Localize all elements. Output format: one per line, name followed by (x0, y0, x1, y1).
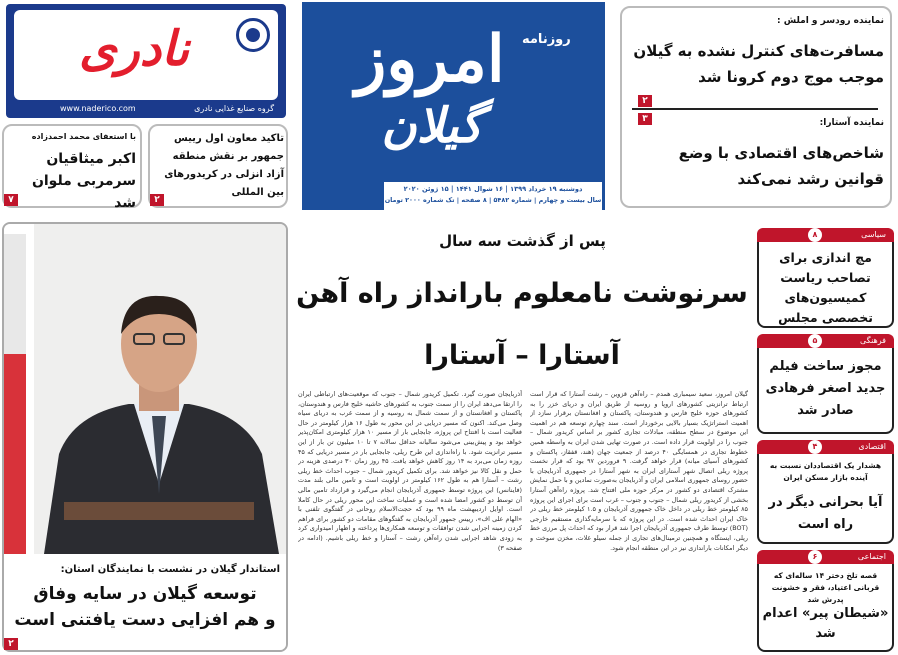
masthead-small-label: روزنامه (522, 32, 571, 47)
article-column-right (530, 390, 748, 652)
ad-brand: نادری (78, 21, 190, 77)
page-badge: ۶ (808, 550, 822, 564)
ad-seal-icon (236, 18, 270, 52)
page-badge: ۲ (4, 638, 18, 650)
ad-logo-card (14, 10, 278, 100)
photo-caption-headline-1[interactable]: توسعه گیلان در سایه وفاق (33, 584, 257, 604)
photo-caption-headline-2[interactable]: و هم افزایی دست یافتنی است (14, 610, 276, 630)
masthead-date: دوشنبه ۱۹ خرداد ۱۳۹۹ | ۱۶ شوال ۱۴۴۱ | ۱۵ ژوئن ۲۰۲۰ (403, 185, 583, 193)
sidebar-category: اقتصادی (757, 440, 894, 454)
top-right-headline-1[interactable]: مسافرت‌های کنترل نشده به گیلان موجب موج دوم کرونا شد (633, 42, 884, 86)
page-badge: ۸ (808, 228, 822, 242)
sidebar-headline[interactable]: مجوز ساخت فیلم جدید اصغر فرهادی صادر شد (765, 359, 886, 418)
mid-box-1-kicker: با استعفای محمد احمدزاده (31, 132, 136, 141)
sidebar-category: اجتماعی (757, 550, 894, 564)
masthead-issue: سال بیست و چهارم | شماره ۵۴۸۲ | ۸ صفحه | تک شماره ۲۰۰۰ تومان (384, 196, 602, 204)
mid-box-2-headline[interactable]: تاکید معاون اول رییس جمهور بر نقش منطقه آزاد انزلی در کریدورهای بین المللی (164, 133, 284, 198)
official-portrait (34, 284, 284, 554)
top-right-kicker-2: نماینده آستارا: (819, 118, 884, 128)
main-kicker: پس از گذشت سه سال (439, 232, 606, 250)
ad-url: www.naderico.com (60, 104, 136, 113)
mid-box-1-headline[interactable]: اکبر میثاقیان سرمربی ملوان شد (31, 151, 136, 211)
masthead-title-gilan: گیلان (381, 98, 483, 154)
flag (4, 224, 34, 554)
page-badge: ۲ (638, 95, 652, 107)
photo-caption-kicker: استاندار گیلان در نشست با نمایندگان استان: (60, 564, 280, 575)
main-headline-1[interactable]: سرنوشت نامعلوم بارانداز راه آهن (296, 278, 748, 309)
sidebar-headline[interactable]: «شیطان پیر» اعدام شد (762, 606, 889, 641)
sidebar-headline[interactable]: مچ اندازی برای تصاحب ریاست کمیسیون‌های تخصصی مجلس (778, 250, 873, 325)
sidebar-kicker: هشدار یک اقتصاددان نسبت به آینده بازار مسکن ایران (769, 461, 882, 482)
article-text: آذربایجان صورت گیرد. تکمیل کریدور شمال – جنوب که موقعیت‌های ارتباطی ایران را ارتقا می‌دهد ایران را از سمت جنوب به کشورهای حاشیه خلیج فارس و هندوستان، پاکستان و افغانستان و از سمت شمال به روسیه و از سمت غرب به دریای سیاه وصل می‌کند. اکنون که مسیر دریایی در این محور به طول ۱۶ هزار کیلومتر در حال فعالیت است با افتتاح این پروژه، جابجایی بار از مسیر ۱۰ هزار کیلومتری امکان‌پذیر خواهد بود و پیش‌بینی می‌شود سالیانه حداقل سالانه ۷ تا ۱۰ میلیون تن بار از این مسیر ترانزیت شود. با راه‌اندازی این طرح ریلی، جابجایی بار در مسیر دریایی که ۴۵ روزه زمان می‌برد به ۱۴ روز کاهش خواهد یافت. ۴۵ روز زمان ۳۰ درصدی هزینه در حمل و نقل کالا نیز خواهد شد. برای تکمیل کریدور شمال – جنوب احداث خط ریلی رشت – آستارا هم به طول ۱۶۲ کیلومتر در اولویت است و تامین مالی بلند مدت (فاینانس) این پروژه توسط جمهوری آذربایجان انجام می‌گیرد و قرارداد تامین مالی آن توسط دو کشور امضا شده است و عملیات ساخت این محور ریلی در حال کاملا است. اوایل اردیبهشت ماه ۹۹ بود که حجت‌الاسلام روحانی در گفتگوی تلفنی با «الهام علی اف»، رییس جمهور آذربایجان به گفتگوهای مقامات دو کشور برای فراهم کردن زمینه اجرایی شدن توافقات و توسعه همکاری‌ها پرداخته و اظهار امیدواری کرد به زودی شاهد اجرایی شدن راه‌آهن رشت – آستارا و خط ریلی باشیم. (ادامه در صفحه ۳) (298, 390, 522, 552)
photo-caption (4, 554, 286, 650)
masthead-title-emrooz: امروز (355, 22, 505, 97)
article-text: گیلان امروز، سعید سیمباری همدم – راه‌آهن قزوین – رشت آستارا که قرار است ارتباط ترانزیتی کشورهای اروپا و روسیه از طریق ایران و دریای خزر را به کشورهای حوزه خلیج فارس و هندوستان، پاکستان و افغانستان برقرار سازد از اهمیت استراتژیک بسیار بالایی برخوردار است. سند چهارم توسعه هم در اهمیت این موضوع در سطح منطقه، مبادلات تجاری کشور بر اساس کریدور شمال – جنوب را در اولویت قرار داده است. در صورت تهایی شدن ایران به واسطه همین خطوط تجاری در همسایگی ۴۰ درصد از جمعیت جهان (هند، قفقاز، پاکستان و کشورهای آسیای میانه) قرار خواهد گرفت. ۹ فروردین ۹۷ بود که قرار نخست پروژه ریلی اتصال شهر آستارای ایران به شهر آستارا در جمهوری آذربایجان با حضور روسای جمهوری اسلامی ایران و آذربایجان به‌صورت نمادین و با حمل نمایش مشترک اقتصادی دو کشور در مرکز حوزه ملی افتتاح شد. پروژه راه‌آهن آستارا بخشی از کریدور ریلی شمال – جنوب و جنوب – غرب است برای اجرای این پروژه ۸۵ کیلومتر خط ریلی در داخل خاک جمهوری آذربایجان و ۱.۵ کیلومتر خط ریلی در خاک ایران احداث شده است. در این پروژه که با سرمایه‌گذاری مستقیم خارجی (BOT) توسط طرف جمهوری آذربایجان اجرا شد قرار بود که احداث پل مرزی خط ریلی، ایستگاه و همچنین ترمینال‌های تجاری از جمله سیلو غلات، مخزن سوخت و دیگر امکانات باراندازی نیز در این منطقه انجام شود. (530, 390, 748, 552)
divider (632, 108, 878, 110)
sidebar-category: فرهنگی (757, 334, 894, 348)
sidebar-category: سیاسی (757, 228, 894, 242)
page-badge: ۷ (4, 194, 18, 206)
article-column-left (298, 390, 522, 652)
top-right-kicker-1: نماینده رودسر و املش : (777, 16, 884, 26)
sidebar-headline[interactable]: آیا بحرانی دیگر در راه است (768, 495, 883, 532)
page-badge: ۴ (808, 440, 822, 454)
sidebar-kicker: قصه تلخ دختر ۱۴ ساله‌ای که قربانی اعتیاد، فقر و خشونت پدرش شد (771, 571, 880, 604)
top-right-headline-2[interactable]: شاخص‌های اقتصادی با وضع قوانین رشد نمی‌کند (678, 144, 884, 188)
photo-frame (2, 222, 288, 652)
main-headline-2[interactable]: آستارا – آستارا (424, 340, 620, 371)
page-badge: ۲ (150, 194, 164, 206)
masthead-dateline-strip (384, 182, 602, 210)
page-badge: ۳ (638, 113, 652, 125)
page-badge: ۵ (808, 334, 822, 348)
masthead (302, 2, 605, 210)
ad-subtitle: گروه صنایع غذایی نادری (194, 104, 274, 113)
naderi-ad[interactable] (6, 4, 286, 118)
